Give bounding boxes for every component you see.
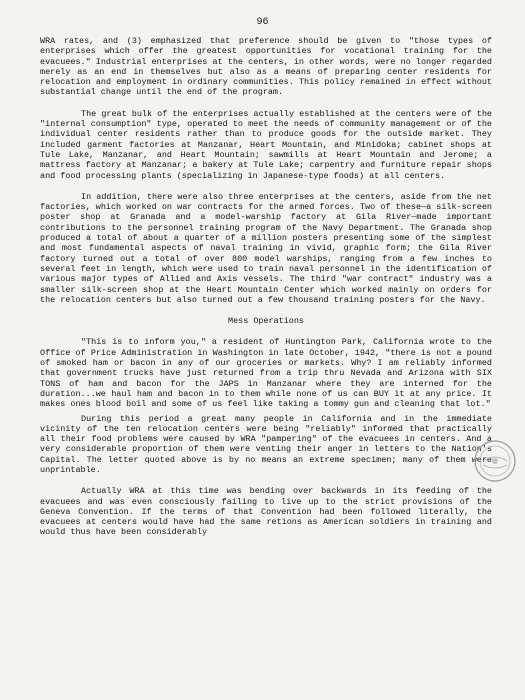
page-number: 96 [256,17,269,28]
paragraph-letter-quote: "This is to inform you," a resident of Huntington Park, California wrote to the Office of Price Administration in Washington in late October, 1942, "there is not a pound of smoked ham or bacon in any of our groceries or markets. Why? I am reliably informed that government trucks have just returned from a trip thru Nevada and Arizona with SIX TONS of ham and bacon for the JAPS in Manzanar where they are interned for the duration...we haul ham and bacon in to them while none of us can BUY it at any price. It makes ones blood boil and some of us feel like taking a tommy gun and cleaning that lot." [40,337,492,410]
body-text [40,36,492,549]
paragraph-enterprises: The great bulk of the enterprises actually established at the centers were of the "internal consumption" type, operated to meet the needs of community management or of the individual center residents rather than to produce goods for the outside market. They included garment factories at Manzanar, Heart Mountain, and Minidoka; cabinet shops at Tule Lake, Manzanar, and Heart Mountain; sawmills at Heart Mountain and Jerome; a mattress factory at Manzanar; a bakery at Tule Lake; carpentry and furniture repair shops and food processing plants (specializing in Japanese-type foods) at all centers. [40,108,492,181]
section-title: Mess Operations [228,316,304,327]
paragraph-reliably-informed: During this period a great many people in California and in the immediate vicinity of the ten relocation centers were being "reliably" informed that practically all their food problems were caused by WRA "pampering" of the evacuees in centers. And a very considerable proportion of them were venting their anger in letters to the Nation's Capital. The letter quoted above is by no means an extreme specimen; many of them were unprintable. [40,413,492,475]
library-stamp-icon [473,439,517,483]
paragraph-war-contracts: In addition, there were also three enterprises at the centers, aside from the net factories, which worked on war contracts for the armed forces. Two of these—a silk-screen poster shop at Granada and a model-warship factory at Gila River—made important contributions to the personnel training program of the Navy Department. The Granada shop produced a total of about a quarter of a million posters presenting some of the simplest and most fundamental aspects of naval training in vivid, graphic form; the Gila River factory turned out a total of over 800 model warships, ranging from a few inches to several feet in length, which were used to train naval personnel in the identification of various major types of Allied and Axis vessels. The third "war contract" industry was a smaller silk-screen shop at the Heart Mountain Center which worked mainly on orders for the relocation centers but also turned out a few thousand training posters for the Navy. [40,191,492,305]
paragraph-geneva-convention: Actually WRA at this time was bending over backwards in its feeding of the evacuees and was even consciously failing to live up to the strict provisions of the Geneva Convention. If the terms of that Convention had been followed literally, the evacuees at centers would have had the same retions as American soldiers in training and would thus have been considerably [40,486,492,538]
paragraph-continuation: WRA rates, and (3) emphasized that preference should be given to "those types of enterprises which offer the greatest opportunities for vocational training for the evacuees." Industrial enterprises at the centers, in other words, were no longer regarded merely as an end in themselves but also as a means of preparing center residents for relocation and employment in ordinary communities. This policy remained in effect without substantial change until the end of the program. [40,36,492,98]
